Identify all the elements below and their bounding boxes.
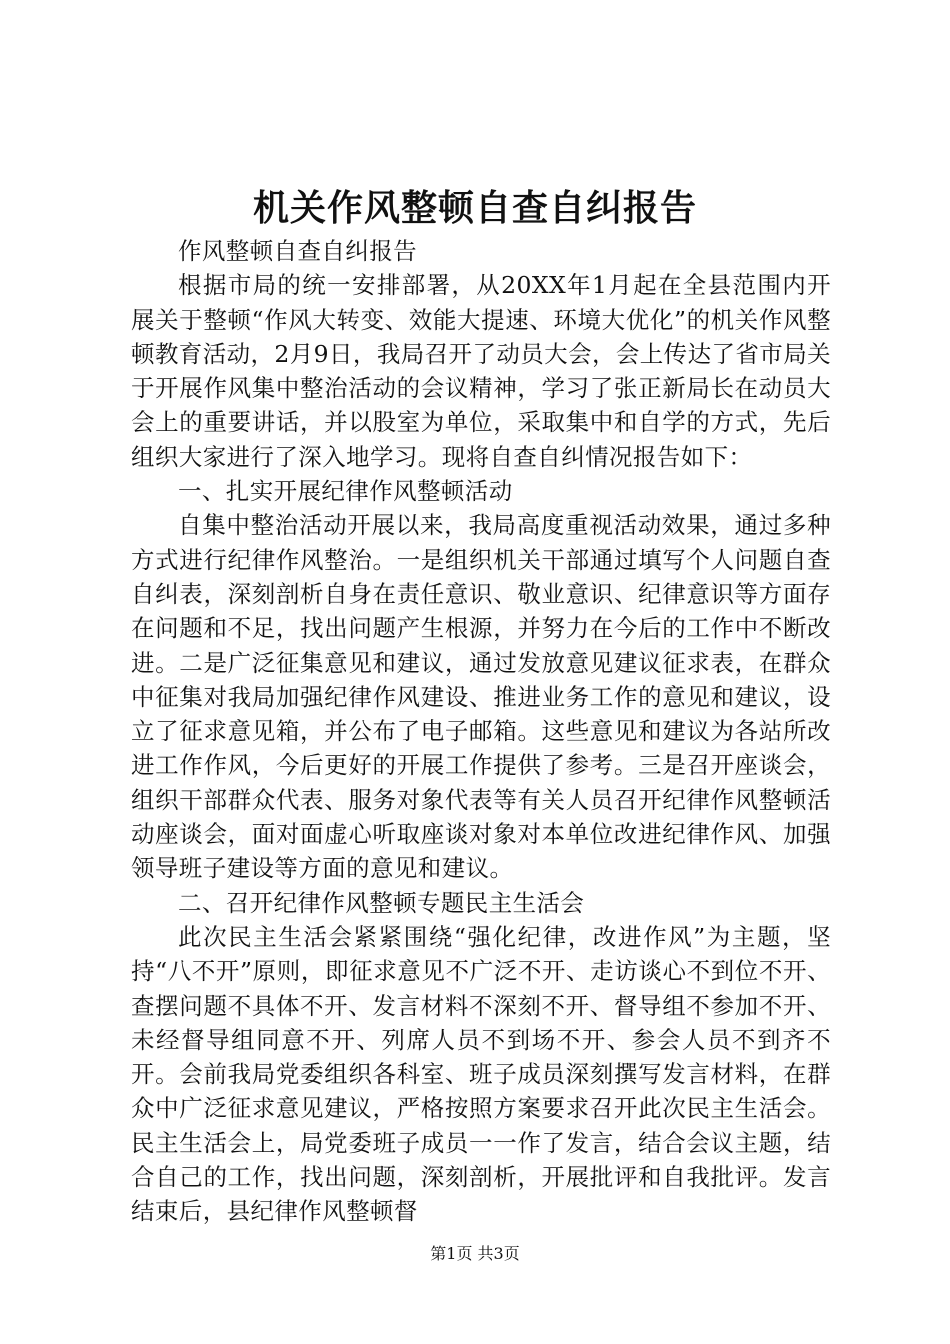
- page-number-footer: 第1页 共3页: [430, 1244, 520, 1263]
- document-body: [131, 234, 831, 1229]
- section-heading-2: 二、召开纪律作风整顿专题民主生活会: [178, 888, 585, 917]
- paragraph-intro: 根据市局的统一安排部署，从20XX年1月起在全县范围内开展关于整顿“作风大转变、效能大提速、环境大优化”的机关作风整顿教育活动，2月9日，我局召开了动员大会，会上传达了省市局关于开展作风集中整治活动的会议精神，学习了张正新局长在动员大会上的重要讲话，并以股室为单位，采取集中和自学的方式，先后组织大家进行了深入地学习。现将自查自纠情况报告如下：: [131, 271, 831, 471]
- document-title: 机关作风整顿自查自纠报告: [252, 187, 697, 229]
- paragraph-subtitle: 作风整顿自查自纠报告: [178, 237, 417, 265]
- section-heading-1: 一、扎实开展纪律作风整顿活动: [178, 477, 513, 506]
- paragraph-section-2: 此次民主生活会紧紧围绕“强化纪律，改进作风”为主题，坚持“八不开”原则，即征求意见不广泛不开、走访谈心不到位不开、查摆问题不具体不开、发言材料不深刻不开、督导组不参加不开、未经督导组同意不开、列席人员不到场不开、参会人员不到齐不开。会前我局党委组织各科室、班子成员深刻撰写发言材料，在群众中广泛征求意见建议，严格按照方案要求召开此次民主生活会。民主生活会上，局党委班子成员一一作了发言，结合会议主题，结合自己的工作，找出问题，深刻剖析，开展批评和自我批评。发言结束后，县纪律作风整顿督: [131, 922, 831, 1226]
- paragraph-section-1: 自集中整治活动开展以来，我局高度重视活动效果，通过多种方式进行纪律作风整治。一是组织机关干部通过填写个人问题自查自纠表，深刻剖析自身在责任意识、敬业意识、纪律意识等方面存在问题和不足，找出问题产生根源，并努力在今后的工作中不断改进。二是广泛征集意见和建议，通过发放意见建议征求表，在群众中征集对我局加强纪律作风建设、推进业务工作的意见和建议，设立了征求意见箱，并公布了电子邮箱。这些意见和建议为各站所改进工作作风，今后更好的开展工作提供了参考。三是召开座谈会，组织干部群众代表、服务对象代表等有关人员召开纪律作风整顿活动座谈会，面对面虚心听取座谈对象对本单位改进纪律作风、加强领导班子建设等方面的意见和建议。: [131, 511, 831, 883]
